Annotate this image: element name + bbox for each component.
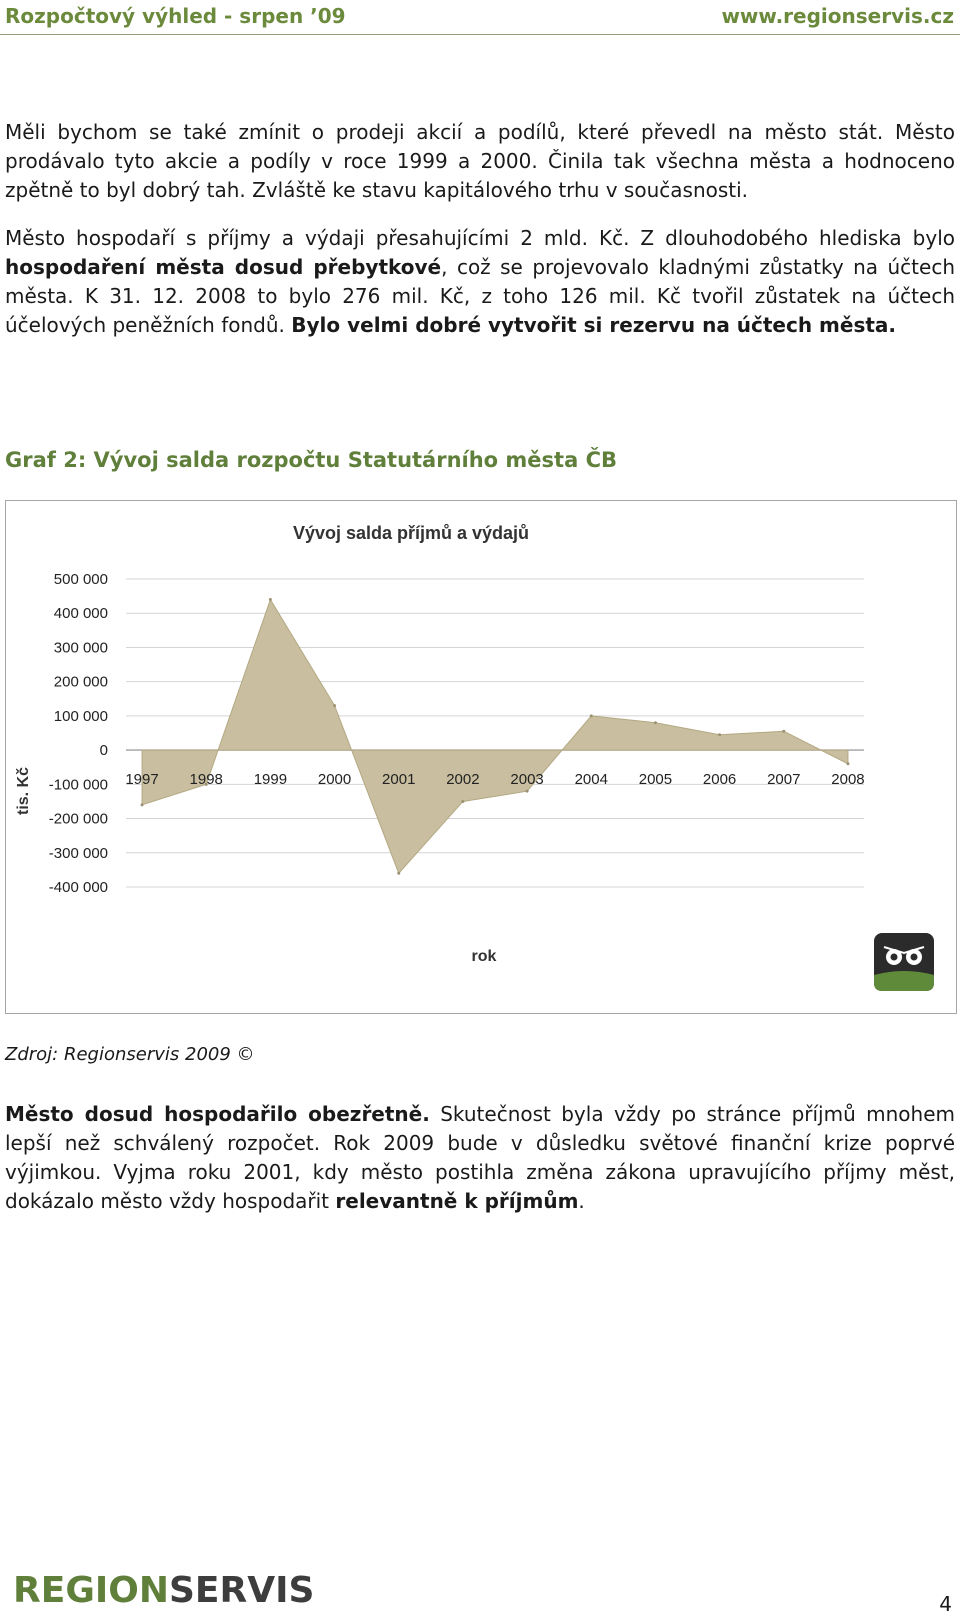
figure-caption: Graf 2: Vývoj salda rozpočtu Statutárního města ČB bbox=[5, 448, 617, 472]
x-tick-label: 1999 bbox=[253, 771, 288, 789]
x-axis-label: rok bbox=[471, 948, 497, 965]
data-point-2008 bbox=[846, 762, 849, 765]
y-tick-label: -100 000 bbox=[48, 776, 108, 794]
source-note: Zdroj: Regionservis 2009 © bbox=[5, 1044, 255, 1065]
paragraph-3-bold-2: relevantně k příjmům bbox=[335, 1189, 579, 1213]
y-tick-label: -200 000 bbox=[48, 810, 108, 828]
paragraph-1: Měli bychom se také zmínit o prodeji akcií a podílů, které převedl na město stát. Město prodávalo tyto akcie a podíly v roce 1999 a 2000. Činila tak všechna města a hodnoceno zpětně to byl dobrý tah. Zvláště ke stavu kapitálového trhu v současnosti. bbox=[5, 120, 955, 202]
regionservis-logo bbox=[13, 1570, 314, 1611]
owl-logo-icon bbox=[874, 933, 934, 991]
x-tick-label: 1997 bbox=[125, 771, 159, 789]
paragraph-2-text-2: , což se projevovalo kladnými zůstatky na účtech města. K 31. 12. 2008 to bylo 276 mil. Kč, z toho 126 mil. Kč tvořil zůstatek na účtech účelových peněžních fondů. bbox=[5, 255, 955, 337]
data-point-2004 bbox=[590, 714, 593, 717]
y-axis-label: tis. Kč bbox=[15, 766, 32, 816]
data-point-2005 bbox=[654, 721, 657, 724]
data-point-2001 bbox=[397, 872, 400, 875]
paragraph-2-bold-1: hospodaření města dosud přebytkové bbox=[5, 255, 442, 279]
document-title: Rozpočtový výhled - srpen ’09 bbox=[5, 4, 346, 28]
data-point-2007 bbox=[782, 730, 785, 733]
x-tick-label: 2008 bbox=[831, 771, 865, 789]
y-tick-label: 500 000 bbox=[53, 571, 108, 588]
y-tick-label: 400 000 bbox=[53, 605, 108, 623]
data-point-2006 bbox=[718, 733, 721, 736]
paragraph-2-bold-2: Bylo velmi dobré vytvořit si rezervu na účtech města. bbox=[291, 313, 897, 337]
page-number: 4 bbox=[939, 1592, 952, 1616]
balance-chart bbox=[6, 501, 956, 1013]
page-header bbox=[0, 0, 960, 35]
data-point-2003 bbox=[526, 790, 529, 793]
paragraph-3-text-2: . bbox=[578, 1189, 585, 1213]
x-tick-label: 2006 bbox=[702, 771, 737, 789]
paragraph-2-text-1: Město hospodaří s příjmy a výdaji přesahujícími 2 mld. Kč. Z dlouhodobého hlediska bylo bbox=[5, 226, 955, 250]
logo-text-region: REGION bbox=[13, 1570, 169, 1611]
data-point-1997 bbox=[141, 803, 144, 806]
y-tick-label: -400 000 bbox=[48, 879, 108, 896]
logo-text-servis: SERVIS bbox=[169, 1570, 315, 1611]
x-tick-label: 2003 bbox=[510, 771, 544, 789]
x-tick-label: 2007 bbox=[767, 771, 801, 789]
website-link[interactable]: www.regionservis.cz bbox=[721, 4, 954, 28]
y-tick-label: 100 000 bbox=[53, 707, 108, 725]
data-point-1999 bbox=[269, 598, 272, 601]
y-tick-label: 0 bbox=[99, 742, 108, 760]
paragraph-3 bbox=[5, 1100, 955, 1216]
paragraph-3-bold-1: Město dosud hospodařilo obezřetně. bbox=[5, 1102, 430, 1126]
data-point-2000 bbox=[333, 704, 336, 707]
chart-frame bbox=[5, 500, 957, 1014]
paragraph-3-text-1: Skutečnost byla vždy po stránce příjmů mnohem lepší než schválený rozpočet. Rok 2009 bude v důsledku světové finanční krize poprvé výjimkou. Vyjma roku 2001, kdy město postihla změna zákona upravujícího příjmy měst, dokázalo město vždy hospodařit bbox=[5, 1102, 956, 1213]
x-tick-label: 2000 bbox=[317, 771, 352, 789]
x-tick-label: 2001 bbox=[382, 771, 416, 789]
x-tick-label: 1998 bbox=[189, 771, 223, 789]
chart-title: Vývoj salda příjmů a výdajů bbox=[292, 523, 530, 543]
x-tick-label: 2002 bbox=[446, 771, 480, 789]
y-tick-label: 300 000 bbox=[53, 639, 108, 657]
y-axis-ticks bbox=[49, 571, 108, 896]
x-tick-label: 2005 bbox=[638, 771, 673, 789]
y-tick-label: 200 000 bbox=[53, 673, 108, 691]
data-point-2002 bbox=[461, 800, 464, 803]
y-tick-label: -300 000 bbox=[48, 844, 108, 862]
balance-area bbox=[142, 600, 848, 874]
paragraph-2 bbox=[5, 224, 955, 340]
x-tick-label: 2004 bbox=[574, 771, 608, 789]
